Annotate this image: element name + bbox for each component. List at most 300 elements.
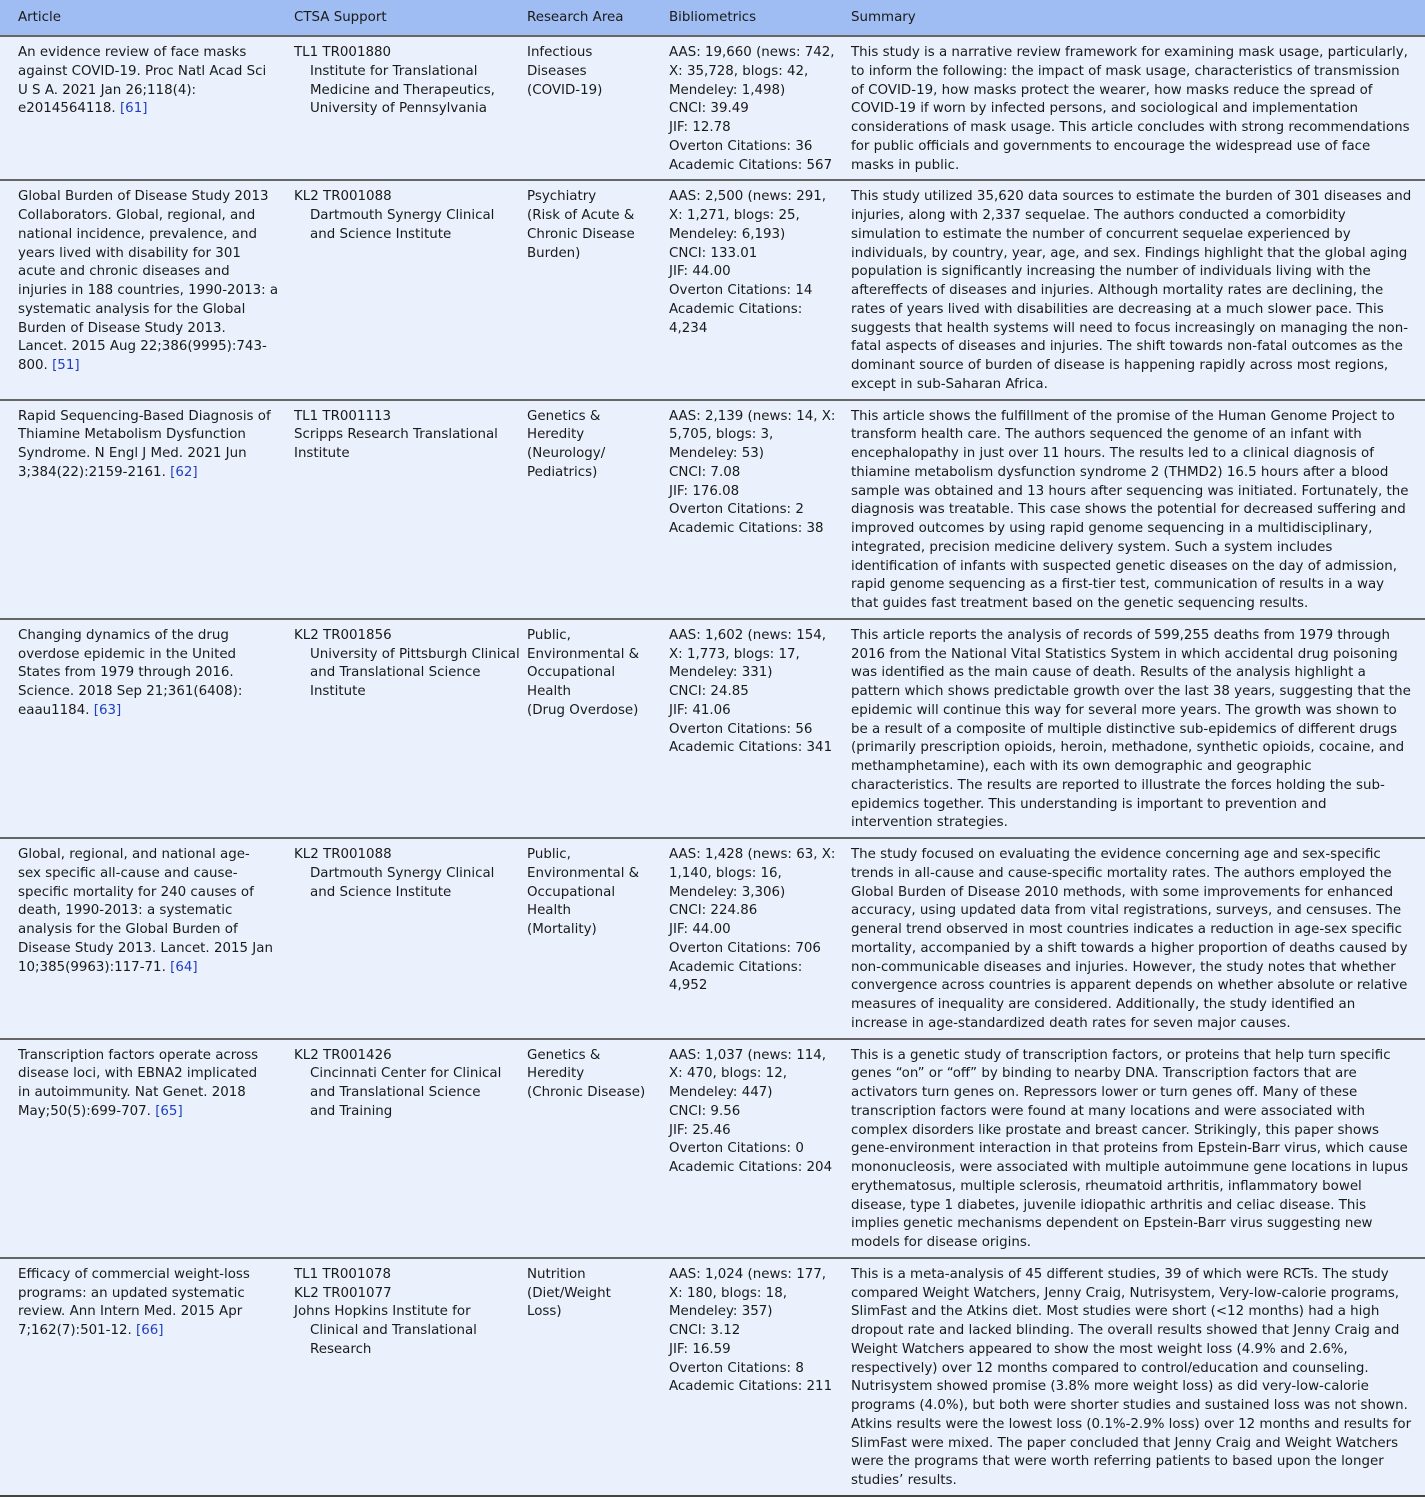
support-line [294,1341,507,1360]
summary-line [851,627,1423,646]
area-line [527,1065,649,1084]
biblio-line [669,82,831,101]
ctsa-support-cell [276,1258,509,1496]
support-line [294,445,507,464]
article-cell [0,400,276,619]
ctsa-support-cell [276,1039,509,1258]
area-line [527,445,649,464]
reference-link[interactable]: [63] [93,702,122,718]
biblio-text: X: 1,271, blogs: 25, [669,208,800,223]
summary-text: fatal aspects of diseases and injuries. The shift towards non-fatal outcomes as the [851,339,1403,355]
biblio-line [669,226,831,245]
summary-text: implies genetic mechanisms dependent on Epstein-Barr virus suggesting new [851,1216,1373,1232]
summary-line [851,1416,1423,1435]
article-line [18,846,274,865]
biblio-text: CNCI: 7.08 [669,464,741,480]
summary-text: This article reports the analysis of records of 599,255 deaths from 1979 through [851,627,1390,643]
summary-line [851,464,1423,483]
biblio-text: JIF: 12.78 [669,120,731,135]
summary-line [851,138,1423,157]
biblio-line [669,1084,831,1103]
summary-text: for public officials and governments to encourage the widespread use of face [851,138,1371,154]
area-line [527,646,649,665]
biblio-line [669,627,831,646]
biblio-text: Overton Citations: 2 [669,502,804,518]
article-text: Disease Study 2013. Lancet. 2015 Jan [18,940,273,956]
summary-line [851,683,1423,702]
research-area-cell [509,400,651,619]
article-cell [0,36,276,180]
article-line [18,959,274,978]
summary-line [851,595,1423,614]
article-line [18,902,274,921]
article-text: Global Burden of Disease Study 2013 [18,189,269,205]
biblio-text: Academic Citations: [669,959,803,975]
summary-line [851,445,1423,464]
biblio-text: Mendeley: 447) [669,1085,773,1100]
summary-line [851,1341,1423,1360]
summary-text: that guides fast treatment based on the genetic sequencing results. [851,596,1309,611]
article-text: Lancet. 2015 Aug 22;386(9995):743- [18,339,267,355]
support-text: TL1 TR001880 [294,45,392,60]
summary-line [851,282,1423,301]
support-text: and Translational Science [310,665,481,681]
biblio-text: JIF: 44.00 [669,922,731,937]
support-text: Medicine and Therapeutics, [310,82,495,98]
support-text: Clinical and Translational [310,1323,477,1338]
biblio-line [669,100,831,119]
summary-line [851,539,1423,558]
support-line [294,1303,507,1322]
support-text: University of Pennsylvania [310,101,487,117]
article-text: Collaborators. Global, regional, and [18,208,256,223]
support-line [294,1084,507,1103]
summary-line [851,1397,1423,1416]
article-line [18,207,274,226]
article-text: Burden of Disease Study 2013. [18,320,226,336]
biblio-line [669,702,831,721]
support-line [294,627,507,646]
area-line [527,63,649,82]
biblio-text: Academic Citations: 341 [669,740,833,756]
biblio-line [669,1322,831,1341]
summary-cell [833,619,1425,838]
support-line [294,1285,507,1304]
bibliometrics-cell [651,619,833,838]
support-line [294,426,507,445]
summary-text: This study utilized 35,620 data sources to estimate the burden of 301 diseases and [851,189,1412,205]
biblio-line [669,959,831,978]
support-text: KL2 TR001088 [294,847,392,862]
support-line [294,884,507,903]
summary-text: This article shows the fulfillment of the promise of the Human Genome Project to [851,408,1395,424]
reference-link[interactable]: [64] [170,959,198,975]
table-row [0,36,1425,180]
biblio-text: Overton Citations: 706 [669,940,821,956]
area-line [527,426,649,445]
summary-text: identification of infants with suspected genetic diseases on the day of admission, [851,558,1397,574]
biblio-line [669,921,831,940]
summary-line [851,576,1423,595]
ctsa-support-cell [276,619,520,838]
biblio-line [669,664,831,683]
article-line [18,1084,274,1103]
article-line [18,320,274,339]
article-line [18,940,274,959]
biblio-line [669,1360,831,1379]
support-text: Scripps Research Translational [294,427,498,443]
support-line [294,100,507,119]
summary-text: population is significantly increasing the number of individuals living with the [851,264,1371,280]
article-cell [0,838,276,1039]
summary-line [851,664,1423,683]
summary-text: studies’ results. [851,1473,957,1488]
article-line [18,301,274,320]
summary-text: of COVID-19, how masks protect the wearer, how masks reduce the spread of [851,82,1373,98]
article-text: May;50(5):699-707. [18,1103,156,1119]
article-text: 3;384(22):2159-2161. [18,464,171,480]
reference-link[interactable]: [65] [155,1103,183,1119]
article-text: 7;162(7):501-12. [18,1323,137,1338]
summary-text: thiamine metabolism dysfunction syndrome 2 (THMD2) 16.5 hours after a blood [851,464,1389,480]
table-row [0,180,1425,399]
biblio-line [669,320,831,339]
biblio-text: Overton Citations: 14 [669,283,813,298]
summary-text: Weight Watchers appeared to show the most weight loss (4.9% and 2.6%, [851,1341,1348,1357]
support-line [294,188,507,207]
support-text: Institute for Translational [310,63,478,79]
area-text: Infectious [527,45,593,60]
article-line [18,426,274,445]
area-text: Public, [527,847,571,862]
support-line [294,44,507,63]
article-text: acute and chronic diseases and [18,264,230,280]
article-text: sex specific all-cause and cause- [18,865,238,881]
article-text: disease loci, with EBNA2 implicated [18,1066,258,1082]
support-line [294,226,507,245]
summary-text: genes “on” or “off” by binding to nearby DNA. Transcription factors that are [851,1066,1357,1082]
research-area-cell [509,36,651,180]
summary-text: trends in all-cause and cause-specific mortality rates. The authors employed the [851,865,1392,881]
summary-line [851,796,1423,815]
biblio-line [669,721,831,740]
biblio-line [669,426,831,445]
biblio-line [669,1266,831,1285]
support-text: KL2 TR001077 [294,1285,392,1301]
area-text: Public, [527,627,571,643]
biblio-text: Overton Citations: 36 [669,138,813,154]
summary-text: dominant source of burden of disease is happening rapidly across most regions, [851,358,1389,373]
biblio-line [669,63,831,82]
area-text: Occupational [527,665,616,681]
summary-text: measures of inequality are considered. Additionally, the study identified an [851,997,1356,1012]
biblio-text: JIF: 176.08 [669,483,740,499]
support-line [294,846,507,865]
area-text: (Diet/Weight [527,1285,611,1301]
biblio-line [669,884,831,903]
summary-line [851,1472,1423,1491]
support-text: Institute [310,684,366,699]
area-text: Heredity [527,427,585,443]
biblio-text: CNCI: 24.85 [669,684,749,699]
article-line [18,1322,274,1341]
biblio-line [669,1140,831,1159]
support-line [294,82,507,101]
summary-text: (primarily prescription opioids, heroin, methadone, synthetic opioids, cocaine, and [851,740,1405,756]
summary-text: Nutrisystem showed promise (3.8% more weight loss) as did very-low-calorie [851,1379,1369,1395]
area-line [527,408,649,427]
article-text: Science. 2018 Sep 21;361(6408): [18,684,243,699]
reference-link[interactable]: [61] [119,101,148,117]
area-line [527,702,649,721]
summary-line [851,426,1423,445]
summary-text: be a result of a composite of multiple distinctive sub-epidemics of different drugs [851,721,1398,737]
article-line [18,44,274,63]
article-line [18,1103,274,1122]
area-line [527,846,649,865]
support-text: and Science Institute [310,226,452,242]
biblio-text: Mendeley: 331) [669,665,773,681]
summary-line [851,245,1423,264]
biblio-text: X: 1,773, blogs: 17, [669,646,800,662]
biblio-text: CNCI: 3.12 [669,1323,741,1338]
article-text: 10;385(9963):117-71. [18,959,171,975]
article-text: injuries in 188 countries, 1990-2013: a [18,283,279,298]
header-article: Article [0,0,276,36]
summary-text: rates of years lived with disabilities are decreasing at a much slower pace. This [851,301,1384,317]
area-line [527,865,649,884]
area-text: Occupational [527,884,616,900]
summary-line [851,646,1423,665]
area-line [527,902,649,921]
biblio-text: Academic Citations: [669,301,803,317]
summary-text: dropout rate and lacked blinding. The overall results showed that Jenny Craig and [851,1323,1400,1338]
article-line [18,82,274,101]
summary-line [851,777,1423,796]
support-text: KL2 TR001856 [294,627,392,643]
article-line [18,63,274,82]
support-line [294,207,507,226]
header-ctsa-support: CTSA Support [276,0,509,36]
summary-line [851,207,1423,226]
area-text: (Drug Overdose) [527,702,639,718]
biblio-line [669,846,836,865]
summary-text: integrated, precision medicine delivery system. Such a system includes [851,539,1333,555]
support-text: and Translational Science [310,1085,481,1100]
area-text: (Mortality) [527,922,597,937]
summary-text: non-communicable diseases and injuries. However, the study notes that whether [851,959,1396,975]
biblio-text: Academic Citations: 38 [669,521,824,536]
reference-link[interactable]: [66] [136,1323,164,1338]
summary-text: to inform the following: the impact of mask usage, characteristics of transmission [851,63,1400,79]
summary-line [851,558,1423,577]
biblio-line [669,1047,831,1066]
support-text: Research [310,1341,372,1357]
support-line [294,1322,507,1341]
research-area-cell [509,838,651,1039]
article-text: review. Ann Intern Med. 2015 Apr [18,1304,243,1320]
area-line [527,1266,649,1285]
summary-line [851,1047,1423,1066]
support-text: Dartmouth Synergy Clinical [310,208,495,223]
area-text: Burden) [527,245,581,261]
summary-text: were the programs that were worth referring patients to based upon the longer [851,1454,1384,1470]
article-line [18,226,274,245]
biblio-text: JIF: 44.00 [669,264,731,280]
summary-line [851,263,1423,282]
area-line [527,1285,649,1304]
summary-text: characteristics. The results are reported to illustrate the forces holding the sub- [851,777,1385,793]
biblio-line [669,188,831,207]
summary-cell [833,36,1425,180]
biblio-text: Overton Citations: 56 [669,721,813,737]
table-row [0,838,1425,1039]
summary-text: was identified as the main cause of death. Results of the analysis highlight a [851,665,1366,681]
support-text: Dartmouth Synergy Clinical [310,865,495,881]
header-row [0,0,1425,36]
table-row [0,619,1425,838]
biblio-line [669,282,831,301]
summary-line [851,846,1423,865]
area-text: Environmental & [527,865,640,881]
biblio-line [669,977,831,996]
biblio-line [669,44,835,63]
area-line [527,921,649,940]
summary-line [851,1197,1423,1216]
area-line [527,82,649,101]
research-area-cell [509,619,651,838]
biblio-line [669,1341,831,1360]
summary-text: masks in public. [851,157,960,173]
ctsa-support-cell [276,36,509,180]
article-line [18,683,274,702]
summary-text: compared Weight Watchers, Jenny Craig, Nutrisystem, Very-low-calorie programs, [851,1285,1400,1301]
article-text: systematic analysis for the Global [18,301,246,317]
summary-line [851,357,1423,376]
summary-line [851,814,1423,833]
biblio-line [669,301,831,320]
area-line [527,683,649,702]
table-row [0,400,1425,619]
article-line [18,865,274,884]
article-text: against COVID-19. Proc Natl Acad Sci [18,63,267,79]
article-text: e2014564118. [18,101,120,117]
support-line [294,1065,507,1084]
article-text: programs: an updated systematic [18,1285,245,1301]
summary-text: general trend observed in most countries indicates a reduction in age-sex specific [851,922,1402,937]
summary-line [851,1159,1423,1178]
area-text: Psychiatry [527,189,597,205]
summary-line [851,1360,1423,1379]
support-line [294,1047,507,1066]
area-text: Heredity [527,1066,585,1082]
area-text: Genetics & [527,408,601,424]
biblio-line [669,501,831,520]
article-line [18,1266,274,1285]
article-text: in autoimmunity. Nat Genet. 2018 [18,1085,246,1100]
reference-link[interactable]: [51] [52,358,80,373]
summary-text: SlimFast and the Atkins diet. Most studies were short (<12 months) had a high [851,1304,1380,1320]
biblio-text: X: 35,728, blogs: 42, [669,63,809,79]
header-summary: Summary [833,0,1425,36]
summary-text: injuries, along with 2,337 sequelae. The authors conducted a comorbidity [851,208,1346,223]
article-text: Thiamine Metabolism Dysfunction [18,427,246,443]
bibliometrics-cell [651,400,836,619]
support-text: Institute [294,446,350,461]
biblio-line [669,1122,831,1141]
summary-text: except in sub-Saharan Africa. [851,376,1048,392]
area-text: Chronic Disease [527,226,635,242]
area-line [527,1084,649,1103]
summary-text: The study focused on evaluating the evidence concerning age and sex-specific [851,847,1381,862]
area-line [527,245,649,264]
summary-line [851,1015,1423,1034]
article-cell [0,1039,276,1258]
biblio-text: 5,705, blogs: 3, [669,427,774,443]
support-line [294,63,507,82]
area-text: Loss) [527,1304,562,1320]
article-line [18,664,274,683]
summary-line [851,1435,1423,1454]
biblio-text: Academic Citations: 567 [669,157,833,173]
summary-text: This study is a narrative review framework for examining mask usage, particularly, [851,45,1408,60]
biblio-line [669,483,831,502]
summary-text: Global Burden of Disease 2010 methods, with some improvements for enhanced [851,884,1394,900]
table-row [0,1039,1425,1258]
summary-line [851,959,1423,978]
summary-text: simulation to estimate the number of concurrent sequelae experienced by [851,226,1351,242]
summary-cell [833,1258,1425,1496]
article-line [18,445,274,464]
summary-line [851,44,1423,63]
reference-link[interactable]: [62] [170,464,198,480]
research-area-cell [509,180,651,399]
summary-line [851,408,1423,427]
summary-text: respectively) over 12 months compared to control/education and counseling. [851,1360,1369,1376]
summary-line [851,226,1423,245]
summary-line [851,1122,1423,1141]
biblio-text: X: 180, blogs: 18, [669,1285,787,1301]
summary-text: pattern which shows predictable growth over the last 38 years, suggesting that the [851,684,1411,699]
biblio-text: Mendeley: 3,306) [669,884,786,900]
summary-line [851,301,1423,320]
biblio-line [669,138,831,157]
article-line [18,188,274,207]
header-research-area: Research Area [509,0,651,36]
biblio-text: AAS: 2,139 (news: 14, X: [669,408,836,424]
article-line [18,263,274,282]
summary-cell [833,838,1425,1039]
biblio-text: JIF: 25.46 [669,1122,731,1138]
summary-cell [833,400,1425,619]
ctsa-support-cell [276,400,509,619]
summary-line [851,739,1423,758]
biblio-line [669,520,831,539]
biblio-text: 4,952 [669,978,708,994]
summary-text: mononucleosis, were associated with multiple autoimmune gene locations in lupus [851,1160,1409,1175]
area-line [527,664,649,683]
article-text: analysis for the Global Burden of [18,922,238,937]
summary-line [851,1453,1423,1472]
support-text: TL1 TR001113 [294,408,392,424]
summary-line [851,1215,1423,1234]
support-text: and Training [310,1103,393,1119]
summary-line [851,1140,1423,1159]
summary-text: erythematosus, multiple sclerosis, rheumatoid arthritis, inflammatory bowel [851,1178,1362,1194]
area-line [527,188,649,207]
article-line [18,282,279,301]
summary-text: individuals, by country, year, age, and sex. Findings highlight that the global aging [851,245,1408,261]
